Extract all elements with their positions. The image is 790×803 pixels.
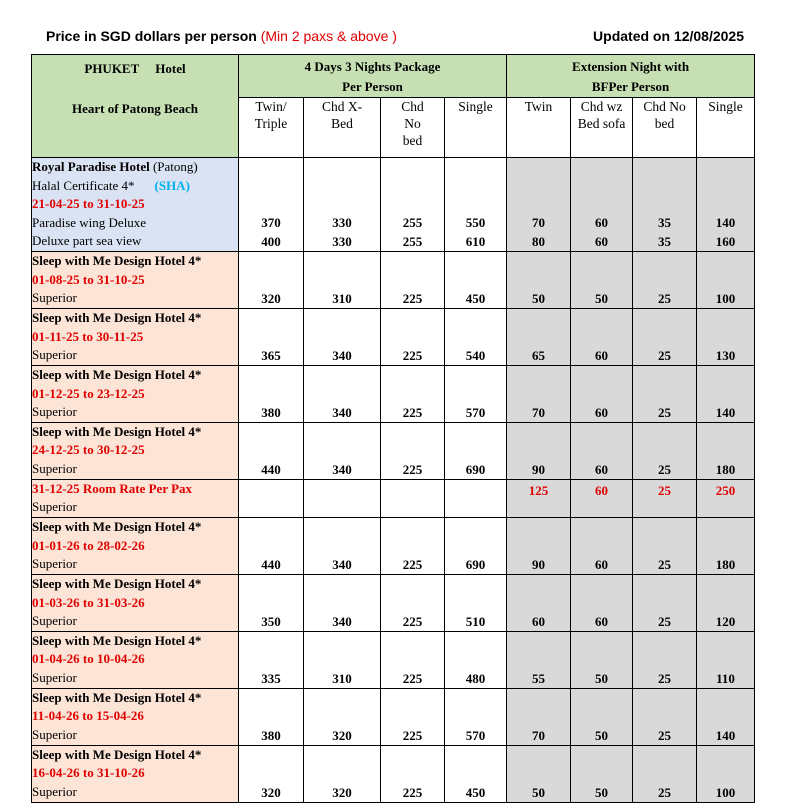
price-cell: 440 bbox=[239, 517, 304, 574]
hotel-col-title-line1: PHUKET Hotel bbox=[84, 61, 186, 76]
price-cell: 335 bbox=[239, 631, 304, 688]
price-cell: 50 bbox=[571, 688, 633, 745]
price-cell: 50 bbox=[571, 251, 633, 308]
price-note: (Min 2 paxs & above ) bbox=[260, 28, 397, 44]
col-header-ext-twin bbox=[507, 98, 571, 158]
price-cell: 365 bbox=[239, 308, 304, 365]
price-cell: 65 bbox=[507, 308, 571, 365]
price-cell: 140 bbox=[697, 688, 755, 745]
date-range: 24-12-25 to 30-12-25 bbox=[32, 442, 145, 458]
price-cell: 225 bbox=[381, 745, 445, 802]
price-cell: 25 bbox=[633, 688, 697, 745]
updated-date: Updated on 12/08/2025 bbox=[593, 28, 744, 44]
price-value: 35 bbox=[658, 214, 672, 230]
price-cell: 110 bbox=[697, 631, 755, 688]
price-cell: 340 bbox=[304, 517, 381, 574]
price-value: 60 bbox=[595, 214, 609, 230]
price-cell: 50 bbox=[571, 631, 633, 688]
hotel-cell bbox=[32, 479, 239, 517]
hotel-name: Sleep with Me Design Hotel 4* bbox=[32, 518, 202, 534]
price-cell: 250 bbox=[697, 479, 755, 517]
price-cell: 690 bbox=[445, 517, 507, 574]
price-value: 70 bbox=[532, 214, 546, 230]
price-cell: 225 bbox=[381, 365, 445, 422]
hotel-cell bbox=[32, 688, 239, 745]
date-range: 01-03-26 to 31-03-26 bbox=[32, 594, 145, 610]
price-value: 550 bbox=[465, 214, 486, 230]
hotel-cell bbox=[32, 308, 239, 365]
room-type: Superior bbox=[32, 460, 77, 476]
extension-header bbox=[507, 55, 755, 98]
price-cell: 70 bbox=[507, 365, 571, 422]
extension-title-line2: BFPer Person bbox=[591, 79, 670, 94]
room-type: Superior bbox=[32, 726, 77, 742]
col-header-twin-triple bbox=[239, 98, 304, 158]
col-header-line: Bed bbox=[331, 116, 353, 131]
price-cell: 55 bbox=[507, 631, 571, 688]
col-header-line: Single bbox=[458, 99, 493, 114]
price-cell: 25 bbox=[633, 308, 697, 365]
hotel-name: Sleep with Me Design Hotel 4* bbox=[32, 575, 202, 591]
price-value: 370 bbox=[261, 214, 281, 230]
price-cell: 60 bbox=[571, 308, 633, 365]
price-cell: 350 bbox=[239, 574, 304, 631]
table-row bbox=[32, 631, 755, 688]
price-cell bbox=[381, 158, 445, 252]
price-value: 330 bbox=[332, 214, 352, 230]
price-cell: 340 bbox=[304, 365, 381, 422]
col-header-ext-chd-nobed bbox=[633, 98, 697, 158]
price-cell: 25 bbox=[633, 479, 697, 517]
hotel-name bbox=[32, 158, 238, 177]
hotel-name: Sleep with Me Design Hotel 4* bbox=[32, 309, 202, 325]
price-cell: 480 bbox=[445, 631, 507, 688]
price-cell bbox=[571, 158, 633, 252]
col-header-chd-xbed bbox=[304, 98, 381, 158]
room-type: Superior bbox=[32, 783, 77, 799]
price-cell: 690 bbox=[445, 422, 507, 479]
package-title-line1: 4 Days 3 Nights Package bbox=[304, 59, 441, 74]
price-cell: 25 bbox=[633, 365, 697, 422]
price-cell: 450 bbox=[445, 251, 507, 308]
price-cell bbox=[507, 158, 571, 252]
price-cell: 180 bbox=[697, 517, 755, 574]
price-cell: 340 bbox=[304, 574, 381, 631]
price-caption bbox=[46, 28, 397, 44]
hotel-cell bbox=[32, 631, 239, 688]
price-cell: 225 bbox=[381, 574, 445, 631]
certificate-text: Halal Certificate 4* bbox=[32, 177, 135, 193]
hotel-cell bbox=[32, 574, 239, 631]
hotel-name: Sleep with Me Design Hotel 4* bbox=[32, 689, 202, 705]
price-cell: 25 bbox=[633, 422, 697, 479]
price-value: 60 bbox=[595, 233, 609, 249]
room-type: Superior bbox=[32, 499, 77, 515]
price-cell: 130 bbox=[697, 308, 755, 365]
date-range: 01-08-25 to 31-10-25 bbox=[32, 271, 145, 287]
price-cell: 60 bbox=[571, 517, 633, 574]
price-cell: 70 bbox=[507, 688, 571, 745]
price-value: 610 bbox=[465, 233, 486, 249]
date-range: 16-04-26 to 31-10-26 bbox=[32, 765, 145, 781]
table-row bbox=[32, 574, 755, 631]
package-title-line2: Per Person bbox=[342, 79, 403, 94]
price-cell: 310 bbox=[304, 251, 381, 308]
hotel-name: Sleep with Me Design Hotel 4* bbox=[32, 366, 202, 382]
hotel-location: (Patong) bbox=[149, 159, 198, 174]
price-cell: 100 bbox=[697, 251, 755, 308]
room-type: Superior bbox=[32, 613, 77, 629]
price-cell: 25 bbox=[633, 251, 697, 308]
date-range: 01-01-26 to 28-02-26 bbox=[32, 537, 145, 553]
table-row bbox=[32, 479, 755, 517]
col-header-line: Chd bbox=[401, 99, 424, 114]
hotel-cell bbox=[32, 365, 239, 422]
price-cell: 510 bbox=[445, 574, 507, 631]
hotel-cell bbox=[32, 251, 239, 308]
price-cell: 225 bbox=[381, 631, 445, 688]
table-row bbox=[32, 251, 755, 308]
room-type: Superior bbox=[32, 669, 77, 685]
price-cell: 340 bbox=[304, 308, 381, 365]
price-cell: 50 bbox=[507, 745, 571, 802]
hotel-name: Sleep with Me Design Hotel 4* bbox=[32, 746, 202, 762]
col-header-line: Twin/ bbox=[255, 99, 287, 114]
price-cell: 180 bbox=[697, 422, 755, 479]
price-cell: 570 bbox=[445, 365, 507, 422]
hotel-name-text: Royal Paradise Hotel bbox=[32, 159, 150, 174]
price-cell bbox=[304, 158, 381, 252]
price-cell: 60 bbox=[507, 574, 571, 631]
hotel-column-header bbox=[32, 55, 239, 158]
hotel-name: Sleep with Me Design Hotel 4* bbox=[32, 252, 202, 268]
date-range: 01-12-25 to 23-12-25 bbox=[32, 385, 145, 401]
col-header-ext-single bbox=[697, 98, 755, 158]
room-type: Superior bbox=[32, 556, 77, 572]
hotel-cell bbox=[32, 422, 239, 479]
room-type: Superior bbox=[32, 404, 77, 420]
table-row bbox=[32, 308, 755, 365]
price-cell: 25 bbox=[633, 745, 697, 802]
price-cell: 320 bbox=[304, 688, 381, 745]
sha-badge: (SHA) bbox=[154, 177, 190, 193]
table-row bbox=[32, 688, 755, 745]
table-row bbox=[32, 745, 755, 802]
col-header-ext-chd-bed-sofa bbox=[571, 98, 633, 158]
price-cell: 450 bbox=[445, 745, 507, 802]
price-cell: 100 bbox=[697, 745, 755, 802]
col-header-line: bed bbox=[402, 133, 423, 148]
price-cell bbox=[239, 479, 304, 517]
room-type: Deluxe part sea view bbox=[32, 233, 142, 249]
price-value: 80 bbox=[532, 233, 546, 249]
price-value: 160 bbox=[715, 233, 736, 249]
col-header-line: Chd wz bbox=[580, 99, 623, 114]
date-range: 21-04-25 to 31-10-25 bbox=[32, 196, 145, 212]
col-header-line: Twin bbox=[524, 99, 553, 114]
col-header-line: No bbox=[404, 116, 421, 131]
table-row bbox=[32, 517, 755, 574]
hotel-cell bbox=[32, 745, 239, 802]
date-range: 01-11-25 to 30-11-25 bbox=[32, 328, 144, 344]
price-cell: 320 bbox=[239, 745, 304, 802]
col-header-line: Single bbox=[708, 99, 743, 114]
price-cell: 540 bbox=[445, 308, 507, 365]
col-header-line: Chd X- bbox=[321, 99, 363, 114]
price-cell: 225 bbox=[381, 688, 445, 745]
price-cell: 90 bbox=[507, 517, 571, 574]
price-cell: 90 bbox=[507, 422, 571, 479]
price-cell bbox=[239, 158, 304, 252]
price-cell: 310 bbox=[304, 631, 381, 688]
price-cell: 320 bbox=[304, 745, 381, 802]
price-cell: 340 bbox=[304, 422, 381, 479]
rate-table bbox=[31, 54, 755, 803]
col-header-line: bed bbox=[654, 116, 675, 131]
col-header-chd-nobed bbox=[381, 98, 445, 158]
col-header-line: Bed sofa bbox=[577, 116, 626, 131]
price-cell: 380 bbox=[239, 365, 304, 422]
price-cell: 25 bbox=[633, 631, 697, 688]
room-type: Superior bbox=[32, 290, 77, 306]
hotel-cell bbox=[32, 158, 239, 252]
price-cell: 25 bbox=[633, 517, 697, 574]
col-header-line: Chd No bbox=[643, 99, 686, 114]
price-cell bbox=[445, 479, 507, 517]
package-header bbox=[239, 55, 507, 98]
page-header bbox=[0, 28, 790, 50]
price-cell: 50 bbox=[507, 251, 571, 308]
extension-title-line1: Extension Night with bbox=[572, 59, 690, 74]
price-cell: 440 bbox=[239, 422, 304, 479]
price-label: Price in SGD dollars per person bbox=[46, 28, 257, 44]
certificate-line bbox=[32, 177, 238, 196]
price-cell bbox=[445, 158, 507, 252]
price-cell bbox=[381, 479, 445, 517]
date-range: 01-04-26 to 10-04-26 bbox=[32, 651, 145, 667]
date-range: 11-04-26 to 15-04-26 bbox=[32, 708, 144, 724]
hotel-cell bbox=[32, 517, 239, 574]
hotel-name: Sleep with Me Design Hotel 4* bbox=[32, 632, 202, 648]
room-type: Superior bbox=[32, 347, 77, 363]
price-cell: 60 bbox=[571, 422, 633, 479]
price-cell: 225 bbox=[381, 517, 445, 574]
price-cell: 120 bbox=[697, 574, 755, 631]
price-cell: 570 bbox=[445, 688, 507, 745]
price-cell: 225 bbox=[381, 251, 445, 308]
price-cell bbox=[633, 158, 697, 252]
hotel-col-title-line2: Heart of Patong Beach bbox=[71, 101, 198, 116]
price-value: 255 bbox=[402, 214, 423, 230]
date-range: 31-12-25 Room Rate Per Pax bbox=[32, 480, 193, 496]
price-cell bbox=[304, 479, 381, 517]
price-cell: 320 bbox=[239, 251, 304, 308]
hotel-name: Sleep with Me Design Hotel 4* bbox=[32, 423, 202, 439]
price-value: 400 bbox=[261, 233, 281, 249]
price-cell: 125 bbox=[507, 479, 571, 517]
price-cell: 60 bbox=[571, 365, 633, 422]
table-row bbox=[32, 422, 755, 479]
price-cell: 50 bbox=[571, 745, 633, 802]
price-cell: 25 bbox=[633, 574, 697, 631]
price-cell: 60 bbox=[571, 574, 633, 631]
price-cell: 60 bbox=[571, 479, 633, 517]
col-header-line: Triple bbox=[254, 116, 288, 131]
col-header-single bbox=[445, 98, 507, 158]
room-type: Paradise wing Deluxe bbox=[32, 214, 147, 230]
price-cell: 380 bbox=[239, 688, 304, 745]
table-row bbox=[32, 365, 755, 422]
price-value: 330 bbox=[332, 233, 352, 249]
price-cell bbox=[697, 158, 755, 252]
price-value: 35 bbox=[658, 233, 672, 249]
price-cell: 225 bbox=[381, 308, 445, 365]
price-value: 140 bbox=[715, 214, 736, 230]
price-value: 255 bbox=[402, 233, 423, 249]
price-cell: 225 bbox=[381, 422, 445, 479]
price-cell: 140 bbox=[697, 365, 755, 422]
table-row bbox=[32, 158, 755, 252]
